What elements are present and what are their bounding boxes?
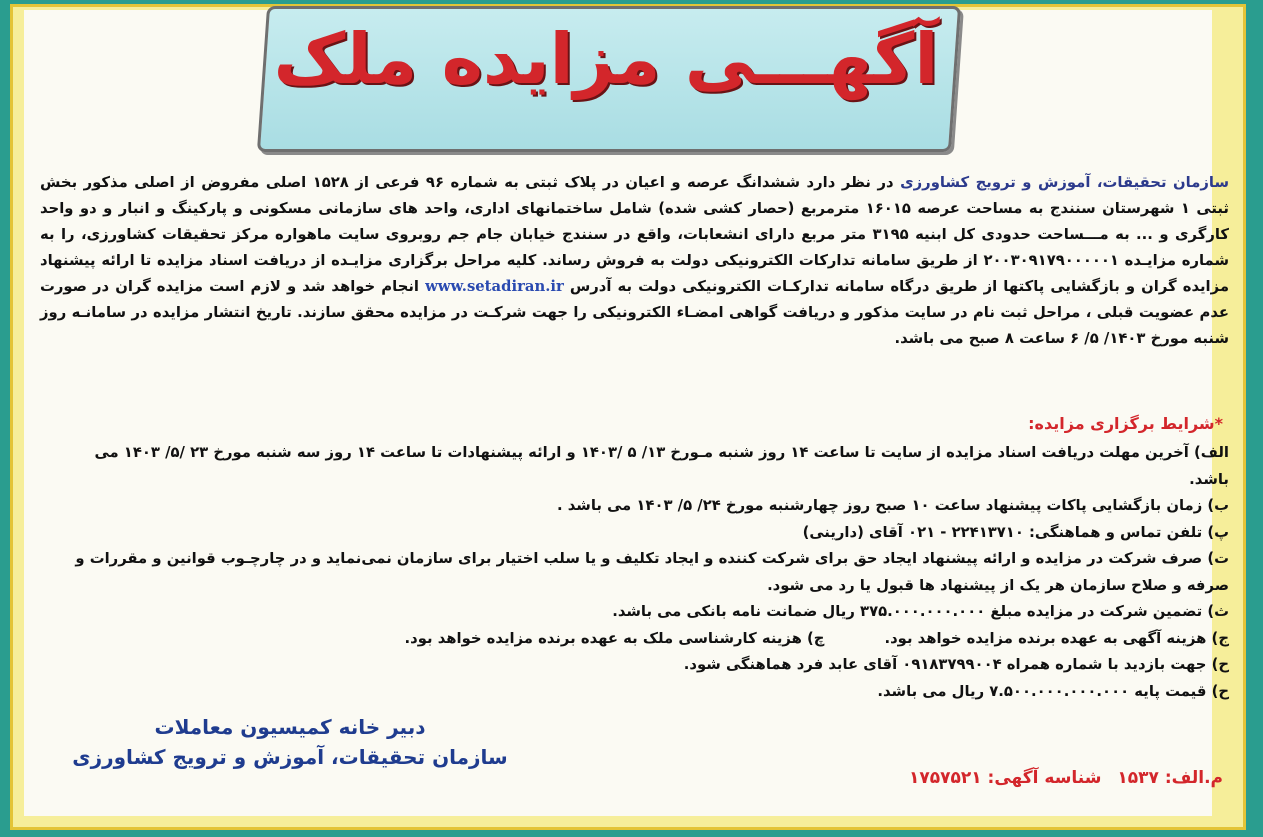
condition-kh: ح) قیمت پایه ۷.۵۰۰.۰۰۰.۰۰۰.۰۰۰ ریال می باشد. bbox=[877, 682, 1229, 700]
condition-th: ث) تضمین شرکت در مزایده مبلغ ۳۷۵.۰۰۰.۰۰۰.۰۰۰ ریال ضمانت نامه بانکی می باشد. bbox=[612, 603, 1229, 620]
signature-line-2: سازمان تحقیقات، آموزش و ترویج کشاورزی bbox=[72, 745, 508, 769]
condition-h: ح) جهت بازدید با شماره همراه ۰۹۱۸۳۷۹۹۰۰۴ آقای عابد فرد هماهنگی شود. bbox=[683, 656, 1229, 673]
ad-code: م.الف: ۱۵۳۷ bbox=[1117, 768, 1223, 788]
conditions-list bbox=[56, 440, 1229, 705]
ad-id: شناسه آگهی: ۱۷۵۷۵۲۱ bbox=[908, 768, 1102, 788]
organization-name: سازمان تحقیقات، آموزش و ترویج کشاورزی bbox=[900, 174, 1229, 191]
setadiran-link[interactable]: www.setadiran.ir bbox=[425, 278, 564, 295]
condition-t: ت) صرف شرکت در مزایده و ارائه پیشنهاد ایجاد حق برای شرکت کننده و ایجاد تکلیف و یا سلب اختیار برای سازمان نمی‌نماید و در چارچـوب قوانین و مقررات و صرفه و صلاح سازمان هر یک از پیشنهاد ها قبول یا رد می شود. bbox=[75, 550, 1229, 594]
condition-ch: چ) هزینه کارشناسی ملک به عهده برنده مزایده خواهد بود. bbox=[404, 629, 825, 647]
signature-block bbox=[60, 712, 520, 772]
signature-line-1: دبیر خانه کمیسیون معاملات bbox=[154, 715, 426, 739]
intro-text-2: انجام خواهد شد و لازم است مزایده گران در صورت عدم عضویت قبلی ، مراحل ثبت نام در سایت مذکور و دریافت گواهی امضـاء الکترونیکی را جهت شرکـت در مزایده محقق سازند. تاریخ انتشار مزایده در سامانـه روز شنبه مورخ ۱۴۰۳/ ۵/ ۶ ساعت ۸ صبح می باشد. bbox=[40, 278, 1229, 347]
condition-pair bbox=[56, 626, 1229, 653]
condition-j: ج) هزینه آگهی به عهده برنده مزایده خواهد بود. bbox=[884, 629, 1229, 647]
ad-title: آگهـــی مزایده ملک bbox=[273, 18, 939, 100]
condition-b: ب) زمان بازگشایی پاکات پیشنهاد ساعت ۱۰ صبح روز چهارشنبه مورخ ۲۴/ ۵/ ۱۴۰۳ می باشد . bbox=[556, 497, 1229, 514]
condition-a: الف) آخرین مهلت دریافت اسناد مزایده از سایت تا ساعت ۱۴ روز شنبه مـورخ ۱۳/ ۵ /۱۴۰۳ و ارائه پیشنهادات تا ساعت ۱۴ روز سه شنبه مورخ ۲۳ /۵/ ۱۴۰۳ می باشد. bbox=[94, 444, 1229, 488]
conditions-heading: *شرایط برگزاری مزایده: bbox=[1028, 414, 1223, 433]
ad-intro bbox=[40, 170, 1229, 352]
ad-footer bbox=[899, 768, 1223, 788]
intro-text-1: در نظر دارد ششدانگ عرصه و اعیان در پلاک ثبتی به شماره ۹۶ فرعی از ۱۵۲۸ اصلی مفروض از اصلی مذکور بخش ثبتی ۱ شهرستان سنندج به مساحت عرصه ۱۶۰۱۵ مترمربع (حصار کشی شده) شامل ساختمانهای اداری، واحد های سازمانی مسکونی و پارکینگ و انبار و دو واحد کارگری و ... به مـــساحت حدودی کل ابنیه ۳۱۹۵ متر مربع دارای انشعابات، واقع در سنندج خیابان جام جم روبروی سایت ماهواره مرکز تحقیقات کشاورزی، را به شماره مزایـده ۲۰۰۳۰۹۱۷۹۰۰۰۰۰۱ از طریق سامانه تدارکات الکترونیکی دولت به فروش رساند. کلیه مراحل برگزاری مزایـده از دریافت اسناد مزایده تا ارائه پیشنهاد مزایده گران و بازگشایی پاکتها از طریق درگاه سامانه تدارکـات الکترونیکی دولت به آدرس bbox=[40, 174, 1230, 295]
condition-p: پ) تلفن تماس و هماهنگی: ۲۲۴۱۳۷۱۰ - ۰۲۱ آقای (دارینی) bbox=[802, 523, 1229, 541]
